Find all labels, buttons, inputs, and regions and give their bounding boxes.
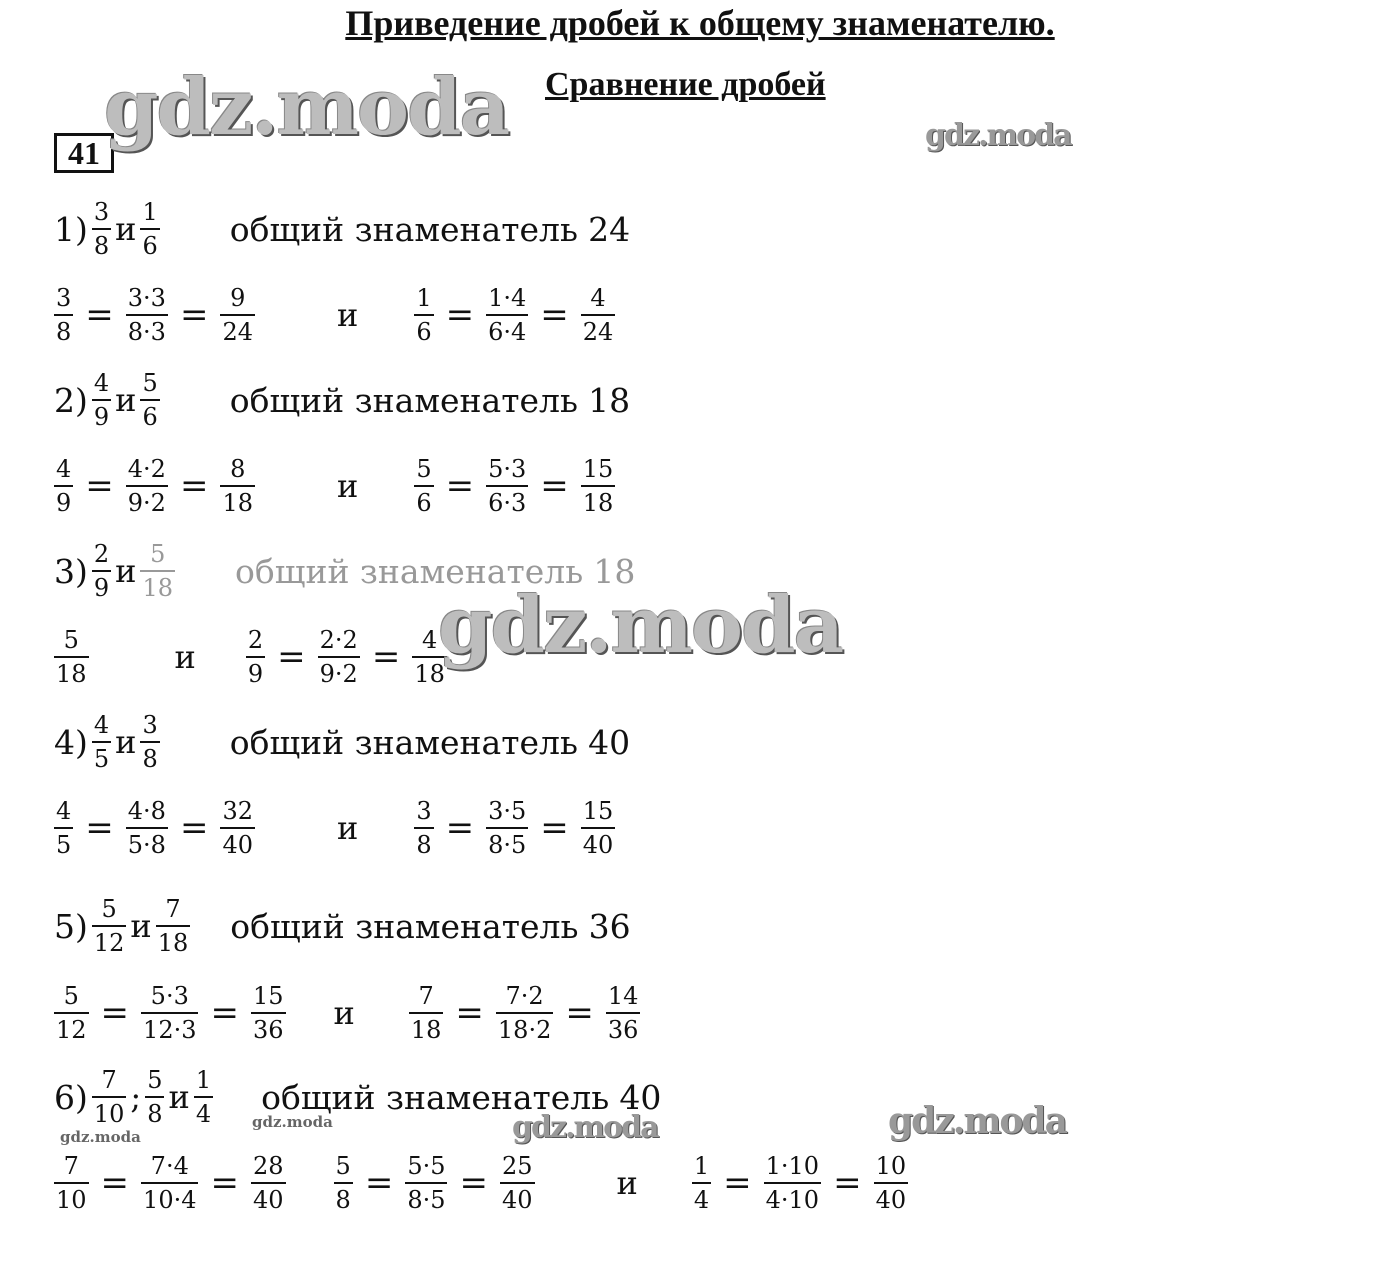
fraction: $\frac{2}{9}$ bbox=[93, 540, 110, 602]
watermark-logo: gdz.moda bbox=[888, 1100, 1066, 1142]
common-denominator-label: общий знаменатель bbox=[261, 1077, 610, 1117]
common-denominator-value: 36 bbox=[588, 906, 631, 946]
exercise-number: 41 bbox=[54, 133, 114, 173]
problem-3-solution: $\frac{5}{18}$ и $\frac{2}{9}$ = $\frac{2\cdot 2}{9\cdot 2}$ = $\frac{4}{18}$ bbox=[56, 626, 445, 688]
fraction: $\frac{4}{9}$ bbox=[56, 455, 72, 517]
fraction: $\frac{5}{8}$ bbox=[147, 1066, 163, 1128]
fraction: $\frac{15}{36}$ bbox=[252, 982, 284, 1044]
page-title: Приведение дробей к общему знаменателю. bbox=[345, 3, 1055, 43]
fraction: $\frac{1\cdot 4}{6\cdot 4}$ bbox=[488, 284, 527, 346]
fraction: $\frac{7}{10}$ bbox=[93, 1066, 125, 1128]
fraction: $\frac{14}{36}$ bbox=[607, 982, 639, 1044]
problem-5-statement bbox=[54, 891, 631, 961]
common-denominator-value: 18 bbox=[593, 551, 636, 591]
watermark-logo: gdz.moda bbox=[252, 1113, 333, 1131]
problem-label: 4) bbox=[54, 722, 88, 762]
conjunction: и bbox=[115, 552, 137, 590]
common-denominator-label: общий знаменатель bbox=[230, 906, 579, 946]
problem-label: 5) bbox=[54, 906, 88, 946]
problem-label: 6) bbox=[54, 1077, 88, 1117]
watermark-logo: gdz.moda bbox=[60, 1128, 141, 1146]
problem-6-solution: $\frac{7}{10}$ = $\frac{7\cdot 4}{10\cdot 4}$ = $\frac{28}{40}$ $\frac{5}{8}$ = $\frac{5\cdot 5}{8\cdot 5}$ = $\frac{25}{40}$ и $\frac{1}{4}$ = $\frac{1\cdot 10}{4\cdot 10}$ = $\frac{10}{40}$ bbox=[56, 1152, 907, 1214]
watermark-logo: gdz.moda bbox=[438, 580, 843, 671]
fraction: $\frac{3}{8}$ bbox=[142, 711, 158, 773]
fraction: $\frac{9}{24}$ bbox=[222, 284, 253, 346]
fraction: $\frac{4}{9}$ bbox=[93, 369, 110, 431]
fraction: $\frac{7}{10}$ bbox=[56, 1152, 87, 1214]
fraction: $\frac{4}{24}$ bbox=[582, 284, 614, 346]
fraction: $\frac{5}{8}$ bbox=[335, 1152, 351, 1214]
common-denominator-value: 40 bbox=[619, 1077, 662, 1117]
fraction: $\frac{5}{18}$ bbox=[142, 540, 174, 602]
conjunction: и bbox=[115, 210, 137, 248]
problem-6-statement: 6) $\frac{7}{10}$ ; $\frac{5}{8}$ и $\frac{1}{4}$ общий знаменатель 40 bbox=[54, 1066, 662, 1128]
fraction: $\frac{32}{40}$ bbox=[222, 797, 253, 859]
conjunction: и bbox=[337, 467, 359, 505]
fraction: $\frac{3}{8}$ bbox=[56, 284, 72, 346]
fraction: $\frac{5}{18}$ bbox=[56, 626, 87, 688]
fraction: $\frac{4}{18}$ bbox=[414, 626, 445, 688]
page-subtitle: Сравнение дробей bbox=[545, 66, 826, 103]
problem-1-statement bbox=[54, 194, 630, 264]
problem-4-solution: $\frac{4}{5}$ = $\frac{4\cdot 8}{5\cdot 8}$ = $\frac{32}{40}$ и $\frac{3}{8}$ = $\frac{3\cdot 5}{8\cdot 5}$ = $\frac{15}{40}$ bbox=[56, 797, 614, 859]
fraction: $\frac{10}{40}$ bbox=[875, 1152, 907, 1214]
common-denominator-label: общий знаменатель bbox=[229, 722, 578, 762]
fraction: $\frac{4}{5}$ bbox=[56, 797, 72, 859]
fraction: $\frac{1}{4}$ bbox=[693, 1152, 710, 1214]
fraction: $\frac{5\cdot 3}{6\cdot 3}$ bbox=[488, 455, 527, 517]
problem-label: 3) bbox=[54, 551, 88, 591]
conjunction: и bbox=[616, 1164, 638, 1202]
fraction: $\frac{2\cdot 2}{9\cdot 2}$ bbox=[319, 626, 358, 688]
fraction: $\frac{1}{6}$ bbox=[142, 198, 158, 260]
fraction: $\frac{5}{6}$ bbox=[142, 369, 158, 431]
common-denominator-label: общий знаменатель bbox=[235, 551, 584, 591]
conjunction: и bbox=[174, 638, 196, 676]
conjunction: и bbox=[168, 1078, 190, 1116]
fraction: $\frac{7}{18}$ bbox=[410, 982, 442, 1044]
common-denominator-label: общий знаменатель bbox=[229, 209, 578, 249]
problem-1-solution: $\frac{3}{8}$ = $\frac{3\cdot 3}{8\cdot 3}$ = $\frac{9}{24}$ и $\frac{1}{6}$ = $\frac{1\cdot 4}{6\cdot 4}$ = $\frac{4}{24}$ bbox=[56, 284, 614, 346]
fraction: $\frac{3}{8}$ bbox=[416, 797, 432, 859]
fraction: $\frac{15}{18}$ bbox=[582, 455, 614, 517]
problem-label: 2) bbox=[54, 380, 88, 420]
fraction: $\frac{28}{40}$ bbox=[252, 1152, 284, 1214]
fraction: $\frac{3\cdot 3}{8\cdot 3}$ bbox=[127, 284, 166, 346]
fraction: $\frac{7\cdot 2}{18\cdot 2}$ bbox=[497, 982, 552, 1044]
fraction: $\frac{25}{40}$ bbox=[501, 1152, 533, 1214]
watermark-logo: gdz.moda bbox=[925, 118, 1071, 153]
problem-4-statement bbox=[54, 707, 630, 777]
fraction: $\frac{1}{6}$ bbox=[416, 284, 432, 346]
common-denominator-value: 40 bbox=[588, 722, 631, 762]
fraction: $\frac{1\cdot 10}{4\cdot 10}$ bbox=[765, 1152, 820, 1214]
fraction: $\frac{7\cdot 4}{10\cdot 4}$ bbox=[143, 1152, 197, 1214]
fraction: $\frac{4}{5}$ bbox=[93, 711, 110, 773]
common-denominator-value: 24 bbox=[588, 209, 631, 249]
conjunction: и bbox=[115, 381, 137, 419]
fraction: $\frac{5}{12}$ bbox=[56, 982, 87, 1044]
problem-5-solution: $\frac{5}{12}$ = $\frac{5\cdot 3}{12\cdot 3}$ = $\frac{15}{36}$ и $\frac{7}{18}$ = $\frac{7\cdot 2}{18\cdot 2}$ = $\frac{14}{36}$ bbox=[56, 982, 639, 1044]
fraction: $\frac{5}{6}$ bbox=[416, 455, 432, 517]
fraction: $\frac{2}{9}$ bbox=[247, 626, 264, 688]
fraction: $\frac{8}{18}$ bbox=[222, 455, 253, 517]
problem-2-solution: $\frac{4}{9}$ = $\frac{4\cdot 2}{9\cdot 2}$ = $\frac{8}{18}$ и $\frac{5}{6}$ = $\frac{5\cdot 3}{6\cdot 3}$ = $\frac{15}{18}$ bbox=[56, 455, 614, 517]
fraction: $\frac{4\cdot 8}{5\cdot 8}$ bbox=[127, 797, 166, 859]
conjunction: и bbox=[115, 723, 137, 761]
conjunction: и bbox=[337, 809, 359, 847]
fraction: $\frac{7}{18}$ bbox=[157, 895, 189, 957]
fraction: $\frac{5}{12}$ bbox=[93, 895, 125, 957]
common-denominator-value: 18 bbox=[588, 380, 631, 420]
fraction: $\frac{4\cdot 2}{9\cdot 2}$ bbox=[127, 455, 166, 517]
watermark-logo: gdz.moda bbox=[512, 1110, 658, 1145]
conjunction: и bbox=[130, 907, 152, 945]
problem-2-statement bbox=[54, 365, 630, 435]
fraction: $\frac{3}{8}$ bbox=[93, 198, 110, 260]
problem-label: 1) bbox=[54, 209, 88, 249]
common-denominator-label: общий знаменатель bbox=[229, 380, 578, 420]
fraction: $\frac{5\cdot 5}{8\cdot 5}$ bbox=[407, 1152, 446, 1214]
conjunction: и bbox=[337, 296, 359, 334]
fraction: $\frac{15}{40}$ bbox=[582, 797, 614, 859]
fraction: $\frac{1}{4}$ bbox=[195, 1066, 212, 1128]
watermark-logo: gdz.moda bbox=[104, 62, 509, 153]
fraction: $\frac{5\cdot 3}{12\cdot 3}$ bbox=[143, 982, 197, 1044]
fraction: $\frac{3\cdot 5}{8\cdot 5}$ bbox=[488, 797, 527, 859]
conjunction: и bbox=[333, 994, 355, 1032]
